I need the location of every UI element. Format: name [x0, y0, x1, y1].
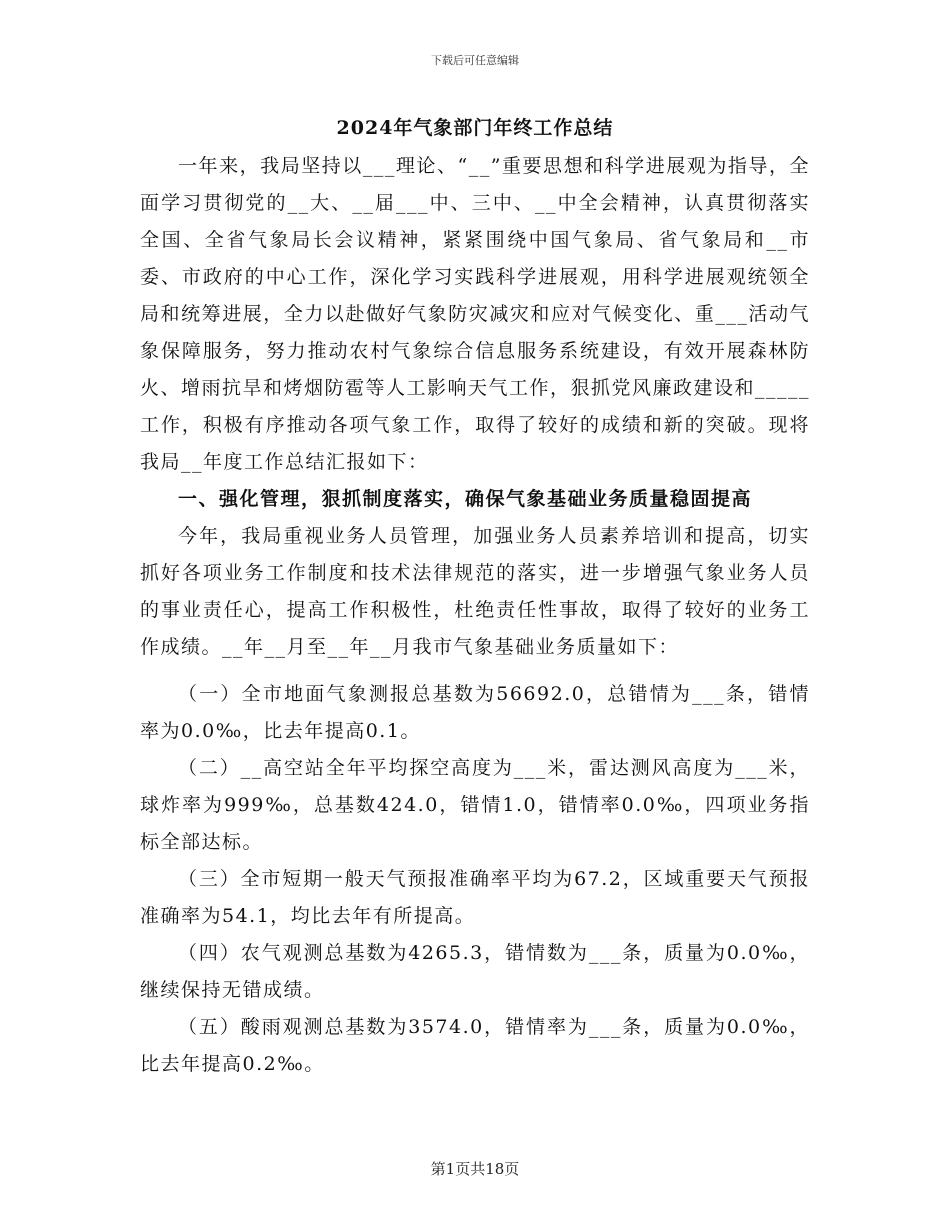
page-number: 第1页共18页 — [430, 1160, 520, 1178]
list-item-4: （四）农气观测总基数为4265.3，错情数为___条，质量为0.0‰，继续保持无错成绩。 — [140, 942, 810, 1001]
document-body — [140, 110, 810, 1083]
list-item-3: （三）全市短期一般天气预报准确率平均为67.2，区域重要天气预报准确率为54.1，均比去年有所提高。 — [140, 868, 810, 927]
list-item-2: （二）__高空站全年平均探空高度为___米，雷达测风高度为___米，球炸率为999‰，总基数424.0，错情1.0，错情率0.0‰，四项业务指标全部达标。 — [140, 757, 810, 853]
list-item-1: （一）全市地面气象测报总基数为56692.0，总错情为___条，错情率为0.0‰，比去年提高0.1。 — [140, 683, 810, 742]
list-item-5: （五）酸雨观测总基数为3574.0，错情率为___条，质量为0.0‰，比去年提高0.2‰。 — [140, 1016, 810, 1075]
intro-paragraph: 一年来，我局坚持以___理论、“__”重要思想和科学进展观为指导，全面学习贯彻党的__大、__届___中、三中、__中全会精神，认真贯彻落实全国、全省气象局长会议精神，紧紧围绕中国气象局、省气象局和__市委、市政府的中心工作，深化学习实践科学进展观，用科学进展观统领全局和统筹进展，全力以赴做好气象防灾减灾和应对气候变化、重___活动气象保障服务，努力推动农村气象综合信息服务系统建设，有效开展森林防火、增雨抗旱和烤烟防雹等人工影响天气工作，狠抓党风廉政建设和_____工作，积极有序推动各项气象工作，取得了较好的成绩和新的突破。现将我局__年度工作总结汇报如下： — [140, 155, 811, 473]
page-header-note: 下载后可任意编辑 — [431, 54, 519, 67]
section-1-paragraph: 今年，我局重视业务人员管理，加强业务人员素养培训和提高，切实抓好各项业务工作制度和技术法律规范的落实，进一步增强气象业务人员的事业责任心，提高工作积极性，杜绝责任性事故，取得了较好的业务工作成绩。__年__月至__年__月我市气象基础业务质量如下： — [140, 525, 810, 658]
section-heading-1: 一、强化管理，狠抓制度落实，确保气象基础业务质量稳固提高 — [178, 488, 753, 510]
document-title: 2024年气象部门年终工作总结 — [336, 117, 614, 139]
